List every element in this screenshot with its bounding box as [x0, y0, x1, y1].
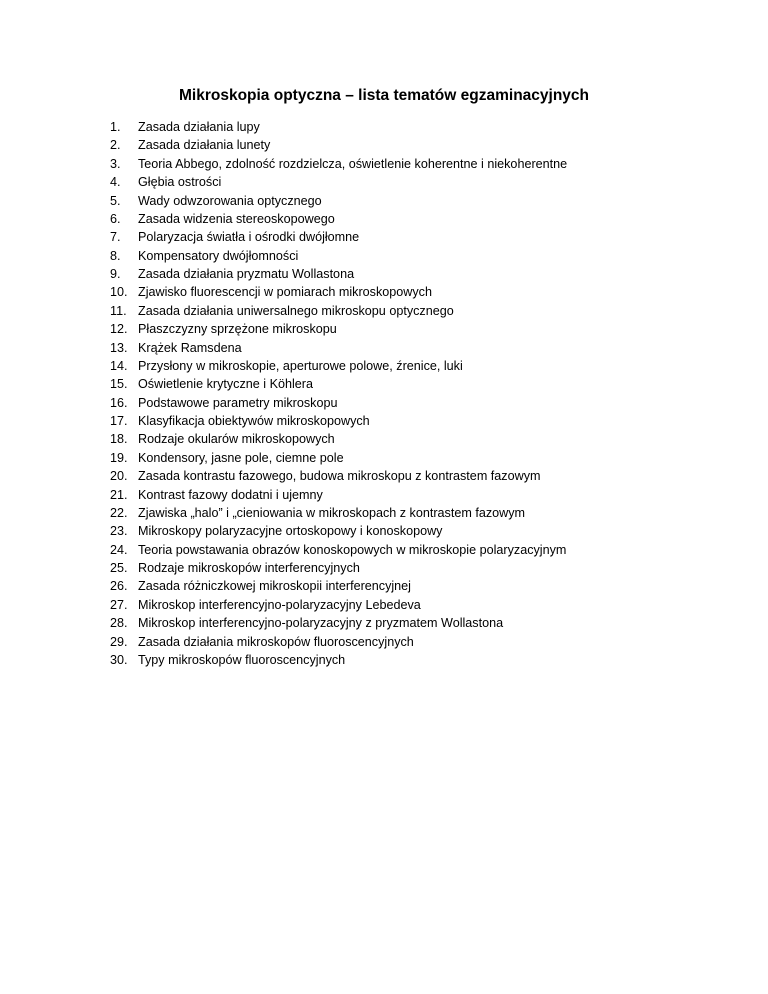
list-item — [110, 541, 750, 559]
list-item — [110, 375, 750, 393]
topic-list — [110, 118, 750, 669]
item-number: 23. — [110, 524, 128, 539]
item-number: 21. — [110, 487, 128, 502]
item-number: 13. — [110, 340, 128, 355]
page-title: Mikroskopia optyczna – lista tematów egzaminacyjnych — [178, 87, 590, 104]
list-item — [110, 247, 750, 265]
item-number: 27. — [110, 597, 128, 612]
item-number: 6. — [110, 211, 121, 226]
list-item — [110, 283, 750, 301]
item-number: 24. — [110, 542, 128, 557]
item-text: Rodzaje okularów mikroskopowych — [138, 432, 335, 447]
item-number: 15. — [110, 377, 128, 392]
item-text: Rodzaje mikroskopów interferencyjnych — [138, 561, 360, 575]
list-item — [110, 394, 750, 412]
item-text: Kontrast fazowy dodatni i ujemny — [138, 487, 323, 502]
list-item — [110, 265, 750, 283]
item-number: 16. — [110, 395, 128, 410]
item-number: 9. — [110, 267, 121, 281]
list-item — [110, 412, 750, 430]
list-item — [110, 467, 750, 485]
item-number: 10. — [110, 285, 128, 300]
list-item — [110, 357, 750, 375]
item-text: Kondensory, jasne pole, ciemne pole — [138, 450, 344, 465]
list-item — [110, 118, 750, 136]
item-text: Wady odwzorowania optycznego — [138, 193, 322, 208]
list-item — [110, 633, 750, 651]
list-item — [110, 596, 750, 614]
item-text: Typy mikroskopów fluoroscencyjnych — [138, 652, 346, 667]
list-item — [110, 486, 750, 504]
item-text: Oświetlenie krytyczne i Köhlera — [138, 377, 313, 392]
list-item — [110, 302, 750, 320]
list-item — [110, 192, 750, 210]
item-text: Zasada widzenia stereoskopowego — [138, 211, 335, 226]
item-number: 1. — [110, 120, 121, 134]
item-text: Mikroskopy polaryzacyjne ortoskopowy i konoskopowy — [138, 524, 443, 539]
item-text: Zjawiska „halo” i „cieniowania w mikroskopach z kontrastem fazowym — [138, 505, 526, 520]
list-item — [110, 228, 750, 246]
item-number: 20. — [110, 469, 128, 484]
list-item — [110, 320, 750, 338]
item-number: 28. — [110, 616, 128, 631]
list-item — [110, 430, 750, 448]
item-text: Zasada działania uniwersalnego mikroskopu optycznego — [138, 303, 454, 318]
item-number: 14. — [110, 358, 128, 373]
item-number: 4. — [110, 175, 121, 190]
item-number: 22. — [110, 505, 128, 520]
item-number: 18. — [110, 432, 128, 447]
item-text: Przysłony w mikroskopie, aperturowe polowe, źrenice, luki — [138, 358, 463, 373]
item-number: 12. — [110, 322, 128, 337]
item-text: Teoria powstawania obrazów konoskopowych w mikroskopie polaryzacyjnym — [138, 542, 567, 557]
list-item — [110, 155, 750, 173]
item-text: Krążek Ramsdena — [138, 340, 242, 355]
item-text: Podstawowe parametry mikroskopu — [138, 395, 338, 410]
list-item — [110, 651, 750, 669]
item-number: 11. — [110, 303, 127, 318]
list-item — [110, 173, 750, 191]
item-text: Płaszczyzny sprzężone mikroskopu — [138, 322, 337, 337]
item-text: Zasada działania lunety — [138, 138, 271, 153]
list-item — [110, 339, 750, 357]
item-number: 25. — [110, 561, 128, 575]
list-item — [110, 210, 750, 228]
item-text: Zasada kontrastu fazowego, budowa mikroskopu z kontrastem fazowym — [138, 469, 541, 484]
item-number: 2. — [110, 138, 121, 153]
item-number: 7. — [110, 230, 121, 245]
item-text: Zasada działania lupy — [138, 120, 260, 134]
item-number: 19. — [110, 450, 128, 465]
item-text: Zasada różniczkowej mikroskopii interferencyjnej — [138, 579, 411, 594]
item-text: Klasyfikacja obiektywów mikroskopowych — [138, 414, 370, 428]
item-number: 3. — [110, 156, 121, 171]
item-text: Zasada działania pryzmatu Wollastona — [138, 267, 355, 281]
item-number: 5. — [110, 193, 121, 208]
item-number: 8. — [110, 248, 121, 263]
item-number: 26. — [110, 579, 128, 594]
item-text: Głębia ostrości — [138, 175, 222, 190]
item-text: Teoria Abbego, zdolność rozdzielcza, oświetlenie koherentne i niekoherentne — [138, 156, 568, 171]
list-item — [110, 577, 750, 595]
item-number: 29. — [110, 634, 128, 649]
item-number: 30. — [110, 652, 128, 667]
list-item — [110, 559, 750, 577]
item-number: 17. — [110, 414, 128, 428]
list-item — [110, 522, 750, 540]
item-text: Zjawisko fluorescencji w pomiarach mikroskopowych — [138, 285, 432, 300]
item-text: Mikroskop interferencyjno-polaryzacyjny z pryzmatem Wollastona — [138, 616, 504, 631]
item-text: Polaryzacja światła i ośrodki dwójłomne — [138, 230, 360, 245]
item-text: Mikroskop interferencyjno-polaryzacyjny Lebedeva — [138, 597, 421, 612]
list-item — [110, 449, 750, 467]
list-item — [110, 136, 750, 154]
list-item — [110, 504, 750, 522]
item-text: Kompensatory dwójłomności — [138, 248, 299, 263]
list-item — [110, 614, 750, 632]
item-text: Zasada działania mikroskopów fluoroscencyjnych — [138, 634, 414, 649]
